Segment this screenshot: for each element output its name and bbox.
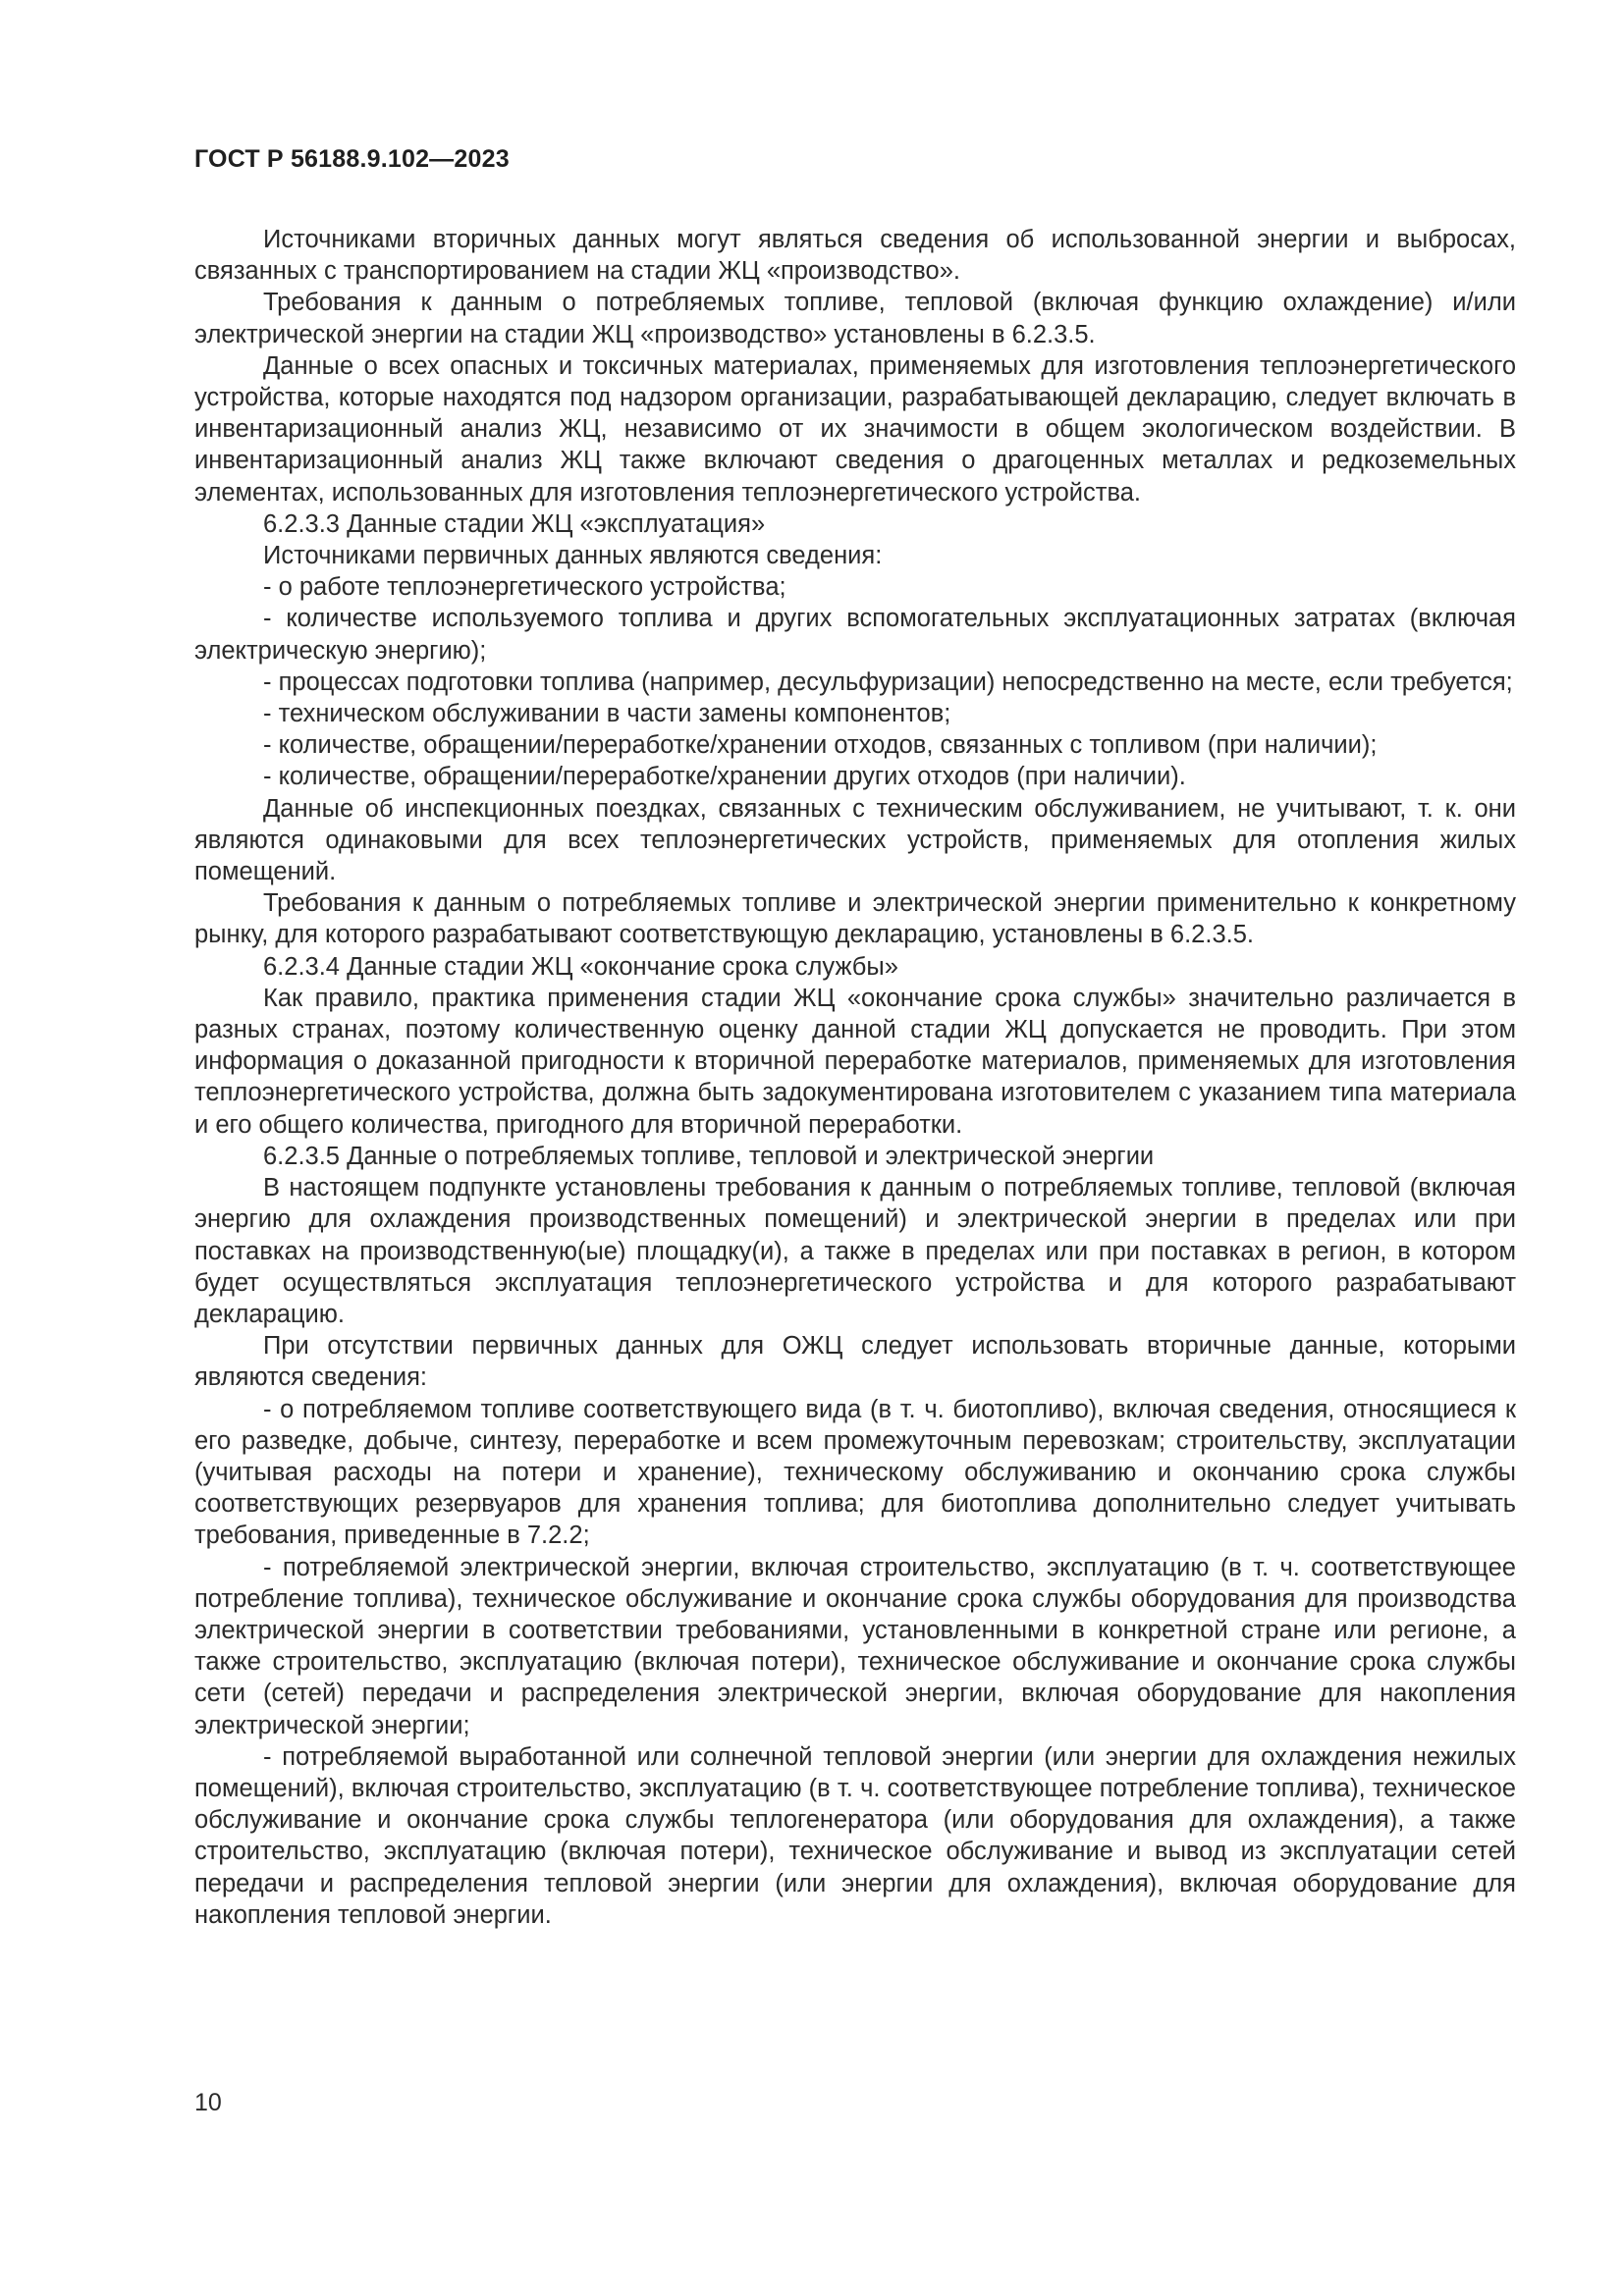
section-heading-6-2-3-3: 6.2.3.3 Данные стадии ЖЦ «эксплуатация» [263, 509, 766, 538]
paragraph-hazardous-materials: Данные о всех опасных и токсичных материалах, применяемых для изготовления теплоэнергетического устройства, которые находятся под надзором организации, разрабатывающей декларацию, следует включать в инвентаризационный анализ ЖЦ, независимо от их значимости в общем экологическом воздействии. В инвентаризационный анализ ЖЦ также включают сведения о драгоценных металлах и редкоземельных элементах, использованных для изготовления теплоэнергетического устройства. [194, 351, 1516, 507]
section-heading-6-2-3-5: 6.2.3.5 Данные о потребляемых топливе, тепловой и электрической энергии [263, 1142, 1155, 1170]
list-item-thermal-energy-data: - потребляемой выработанной или солнечной тепловой энергии (или энергии для охлаждения нежилых помещений), включая строительство, эксплуатацию (в т. ч. соответствующее потребление топлива), техническое обслуживание и окончание срока службы теплогенератора (или оборудования для охлаждения), а также строительство, эксплуатацию (включая потери), техническое обслуживание и вывод из эксплуатации сетей передачи и распределения тепловой энергии (или энергии для охлаждения), включая оборудование для накопления тепловой энергии. [194, 1742, 1516, 1929]
document-header-id: ГОСТ Р 56188.9.102—2023 [194, 145, 510, 173]
paragraph-energy-data-scope: В настоящем подпункте установлены требования к данным о потребляемых топливе, тепловой (включая энергию для охлаждения производственных помещений) и электрической энергии в пределах или при поставках на производственную(ые) площадку(и), а также в пределах или при поставках в регион, в котором будет осуществляться эксплуатация теплоэнергетического устройства и для которого разрабатывают декларацию. [194, 1174, 1516, 1328]
paragraph-primary-sources-intro: Источниками первичных данных являются сведения: [263, 542, 883, 570]
list-item-electric-energy-data: - потребляемой электрической энергии, включая строительство, эксплуатацию (в т. ч. соответствующее потребление топлива), техническое обслуживание и окончание срока службы оборудования для производства электрической энергии в соответствии требованиями, установленными в конкретной стране или регионе, а также строительство, эксплуатацию (включая потери), техническое обслуживание и окончание срока службы сети (сетей) передачи и распределения электрической энергии, включая оборудование для накопления электрической энергии; [194, 1553, 1516, 1739]
page-number: 10 [194, 2089, 222, 2116]
paragraph-production-energy-requirements: Требования к данным о потребляемых топливе, тепловой (включая функцию охлаждение) и/или электрической энергии на стадии ЖЦ «производство» установлены в 6.2.3.5. [194, 289, 1516, 348]
list-item-maintenance: - техническом обслуживании в части замены компонентов; [263, 700, 951, 728]
paragraph-secondary-data-intro: При отсутствии первичных данных для ОЖЦ следует использовать вторичные данные, которыми являются сведения: [194, 1332, 1516, 1392]
list-item-fuel-consumption: - количестве используемого топлива и других вспомогательных эксплуатационных затратах (включая электрическую энергию); [194, 605, 1516, 665]
list-item-fuel-waste: - количестве, обращении/переработке/хранении отходов, связанных с топливом (при наличии); [263, 731, 1378, 760]
list-item-device-operation: - о работе теплоэнергетического устройства; [263, 573, 786, 602]
section-heading-6-2-3-4: 6.2.3.4 Данные стадии ЖЦ «окончание срока службы» [263, 952, 898, 981]
document-body [194, 224, 1516, 1931]
paragraph-inspection-trips: Данные об инспекционных поездках, связанных с техническим обслуживанием, не учитывают, т. к. они являются одинаковыми для всех теплоэнергетических устройств, применяемых для отопления жилых помещений. [194, 794, 1516, 886]
list-item-fuel-data: - о потребляемом топливе соответствующего вида (в т. ч. биотопливо), включая сведения, относящиеся к его разведке, добыче, синтезу, переработке и всем промежуточным перевозкам; строительству, эксплуатации (учитывая расходы на потери и хранение), техническому обслуживанию и окончанию срока службы соответствующих резервуаров для хранения топлива; для биотоплива дополнительно следует учитывать требования, приведенные в 7.2.2; [194, 1395, 1516, 1550]
paragraph-market-requirements: Требования к данным о потребляемых топливе и электрической энергии применительно к конкретному рынку, для которого разрабатывают соответствующую декларацию, установлены в 6.2.3.5. [194, 889, 1516, 949]
list-item-fuel-preparation: - процессах подготовки топлива (например, десульфуризации) непосредственно на месте, если требуется; [263, 667, 1513, 696]
list-item-other-waste: - количестве, обращении/переработке/хранении других отходов (при наличии). [263, 763, 1186, 791]
paragraph-secondary-sources: Источниками вторичных данных могут являться сведения об использованной энергии и выбросах, связанных с транспортированием на стадии ЖЦ «производство». [194, 226, 1516, 286]
paragraph-end-of-life: Как правило, практика применения стадии ЖЦ «окончание срока службы» значительно различается в разных странах, поэтому количественную оценку данной стадии ЖЦ допускается не проводить. При этом информация о доказанной пригодности к вторичной переработке материалов, применяемых для изготовления теплоэнергетического устройства, должна быть задокументирована изготовителем с указанием типа материала и его общего количества, пригодного для вторичной переработки. [194, 984, 1516, 1139]
